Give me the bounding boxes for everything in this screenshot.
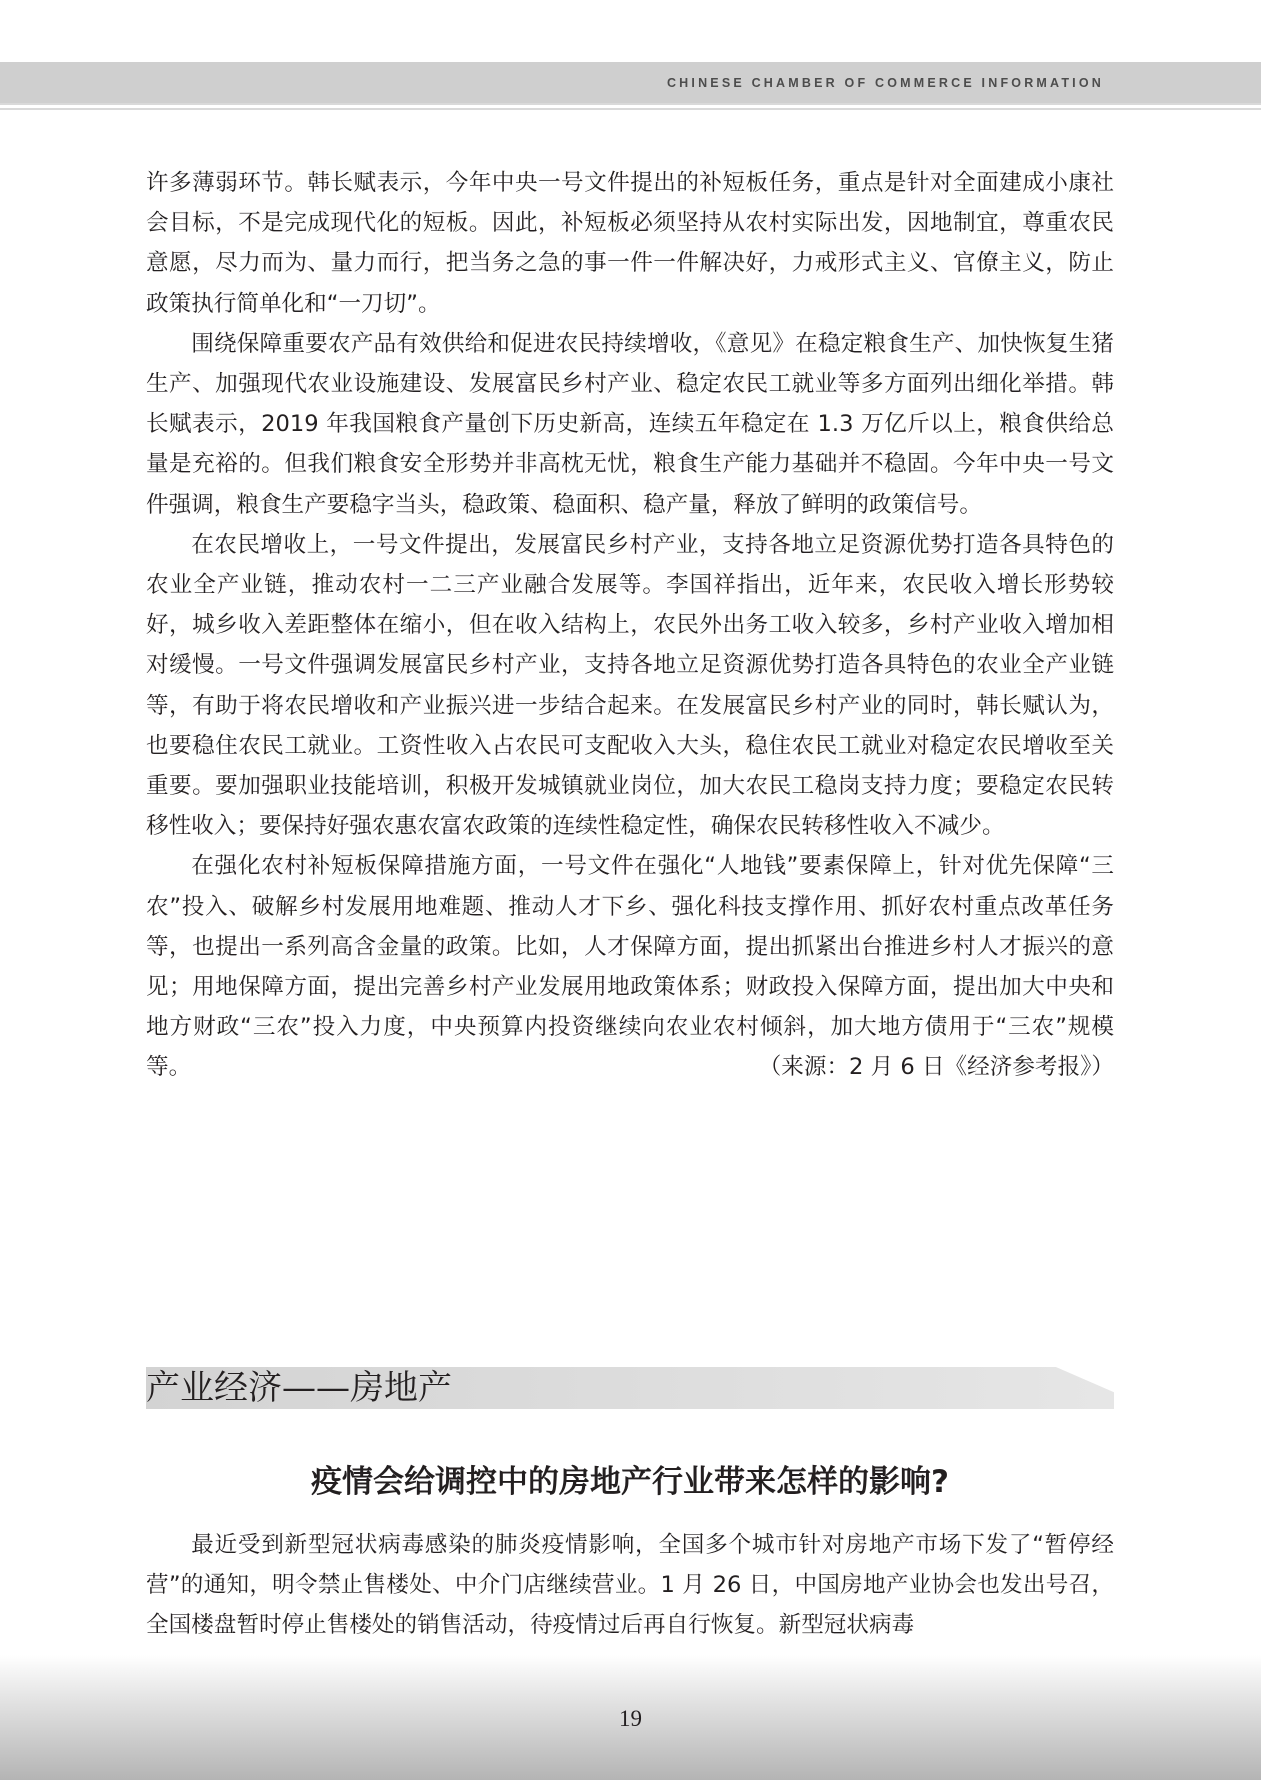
section-title: 产业经济——房地产: [146, 1368, 452, 1408]
page-number: 19: [619, 1706, 642, 1731]
paragraph: 最近受到新型冠状病毒感染的肺炎疫情影响，全国多个城市针对房地产市场下发了“暂停经营”的通知，明令禁止售楼处、中介门店继续营业。1 月 26 日，中国房地产业协会也发出号召，全国楼盘暂时停止售楼处的销售活动，待疫情过后再自行恢复。新型冠状病毒: [146, 1532, 1114, 1639]
paragraph: 许多薄弱环节。韩长赋表示，今年中央一号文件提出的补短板任务，重点是针对全面建成小康社会目标，不是完成现代化的短板。因此，补短板必须坚持从农村实际出发，因地制宜，尊重农民意愿，尽力而为、量力而行，把当务之急的事一件一件解决好，力戒形式主义、官僚主义，防止政策执行简单化和“一刀切”。: [146, 170, 1114, 317]
header-rule: [0, 103, 1261, 105]
paragraph-text: 在强化农村补短板保障措施方面，一号文件在强化“人地钱”要素保障上，针对优先保障“三农”投入、破解乡村发展用地难题、推动人才下乡、强化科技支撑作用、抓好农村重点改革任务等，也提出一系列高含金量的政策。比如，人才保障方面，提出抓紧出台推进乡村人才振兴的意见；用地保障方面，提出完善乡村产业发展用地政策体系；财政投入保障方面，提出加大中央和地方财政“三农”投入力度，中央预算内投资继续向农业农村倾斜，加大地方债用于“三农”规模等。: [146, 853, 1114, 1081]
paragraph: 围绕保障重要农产品有效供给和促进农民持续增收，《意见》在稳定粮食生产、加快恢复生猪生产、加强现代农业设施建设、发展富民乡村产业、稳定农民工就业等多方面列出细化举措。韩长赋表示，2019 年我国粮食产量创下历史新高，连续五年稳定在 1.3 万亿斤以上，粮食供给总量是充裕的。但我们粮食安全形势并非高枕无忧，粮食生产能力基础并不稳固。今年中央一号文件强调，粮食生产要稳字当头，稳政策、稳面积、稳产量，释放了鲜明的政策信号。: [146, 330, 1114, 518]
article-1-body: [146, 163, 1114, 1088]
source-citation: （来源：2 月 6 日《经济参考报》）: [758, 1054, 1114, 1081]
article-title: 疫情会给调控中的房地产行业带来怎样的影响?: [311, 1464, 949, 1500]
paragraph-last: [146, 846, 1114, 1087]
header-rule: [0, 108, 1261, 110]
paragraph: 在农民增收上，一号文件提出，发展富民乡村产业，支持各地立足资源优势打造各具特色的农业全产业链，推动农村一二三产业融合发展等。李国祥指出，近年来，农民收入增长形势较好，城乡收入差距整体在缩小，但在收入结构上，农民外出务工收入较多，乡村产业收入增加相对缓慢。一号文件强调发展富民乡村产业，支持各地立足资源优势打造各具特色的农业全产业链等，有助于将农民增收和产业振兴进一步结合起来。在发展富民乡村产业的同时，韩长赋认为，也要稳住农民工就业。工资性收入占农民可支配收入大头，稳住农民工就业对稳定农民增收至关重要。要加强职业技能培训，积极开发城镇就业岗位，加大农民工稳岗支持力度；要稳定农民转移性收入；要保持好强农惠农富农政策的连续性稳定性，确保农民转移性收入不减少。: [146, 531, 1114, 840]
running-header: CHINESE CHAMBER OF COMMERCE INFORMATION: [666, 76, 1104, 90]
article-2-body: [146, 1525, 1114, 1646]
